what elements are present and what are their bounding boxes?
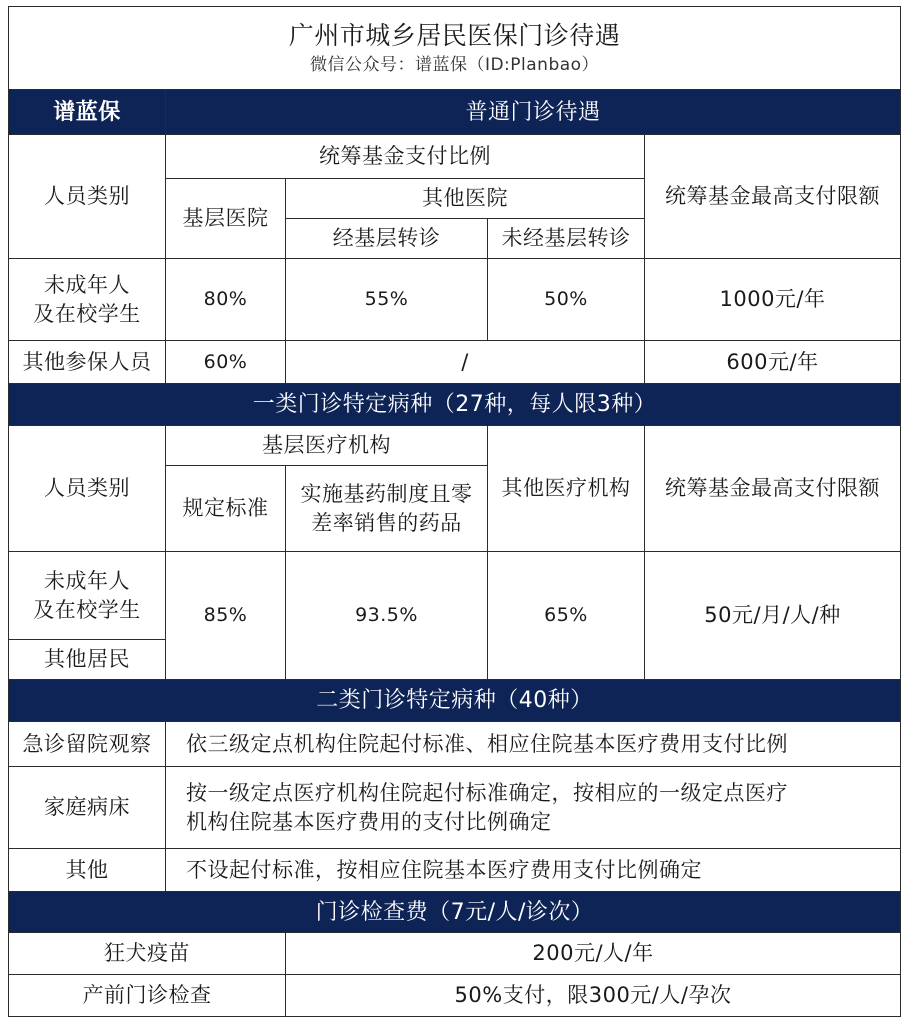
class1-section-title: 一类门诊特定病种（27种，每人限3种） [9, 384, 901, 426]
class1-section-row [9, 384, 901, 426]
general-not-referred-header: 未经基层转诊 [488, 219, 645, 259]
limit-value: 50元/月/人/种 [645, 552, 901, 680]
exam-section-title: 门诊检查费（7元/人/诊次） [9, 892, 901, 933]
class1-person-type-header: 人员类别 [9, 426, 166, 552]
row-label: 家庭病床 [9, 767, 166, 849]
limit-value: 1000元/年 [645, 259, 901, 341]
row-text: 依三级定点机构住院起付标准、相应住院基本医疗费用支付比例 [166, 722, 901, 767]
title-row [9, 7, 901, 90]
row-label: 急诊留院观察 [9, 722, 166, 767]
page-subtitle: 微信公众号：谱蓝保（ID:Planbao） [309, 55, 600, 75]
row-label: 其他居民 [9, 640, 166, 680]
general-max-limit-header: 统筹基金最高支付限额 [645, 135, 901, 259]
class1-essential-drugs-header: 实施基药制度且零 差率销售的药品 [286, 466, 488, 552]
class2-section-title: 二类门诊特定病种（40种） [9, 680, 901, 722]
general-grassroots-header: 基层医院 [166, 179, 286, 259]
table-row [9, 552, 901, 640]
general-person-type-header: 人员类别 [9, 135, 166, 259]
general-referred-header: 经基层转诊 [286, 219, 488, 259]
brand-label: 谱蓝保 [9, 90, 166, 135]
row-label: 狂犬疫苗 [9, 933, 286, 975]
row-label: 未成年人 及在校学生 [9, 259, 166, 341]
exam-section-row [9, 892, 901, 933]
grassroots-value: 80% [166, 259, 286, 341]
class1-max-limit-header: 统筹基金最高支付限额 [645, 426, 901, 552]
class2-section-row [9, 680, 901, 722]
referred-value: 55% [286, 259, 488, 341]
class1-standard-header: 规定标准 [166, 466, 286, 552]
table-row [9, 722, 901, 767]
class1-grassroots-inst-header: 基层医疗机构 [166, 426, 488, 466]
table-row [9, 341, 901, 384]
benefits-table [8, 6, 901, 1017]
not-referred-value: 50% [488, 259, 645, 341]
other-hospital-value: / [286, 341, 645, 384]
table-row [9, 975, 901, 1017]
essential-drugs-value: 93.5% [286, 552, 488, 680]
table-row [9, 933, 901, 975]
general-other-hospital-header: 其他医院 [286, 179, 645, 219]
limit-value: 600元/年 [645, 341, 901, 384]
standard-value: 85% [166, 552, 286, 680]
row-label: 产前门诊检查 [9, 975, 286, 1017]
row-value: 200元/人/年 [286, 933, 901, 975]
row-text: 不设起付标准，按相应住院基本医疗费用支付比例确定 [166, 849, 901, 892]
row-text: 按一级定点医疗机构住院起付标准确定，按相应的一级定点医疗 机构住院基本医疗费用的支付比例确定 [166, 767, 901, 849]
general-section-title: 普通门诊待遇 [166, 90, 901, 135]
row-label: 其他 [9, 849, 166, 892]
other-inst-value: 65% [488, 552, 645, 680]
row-value: 50%支付，限300元/人/孕次 [286, 975, 901, 1017]
row-label: 未成年人 及在校学生 [9, 552, 166, 640]
class1-header-row-1 [9, 426, 901, 466]
page-title: 广州市城乡居民医保门诊待遇 [288, 21, 621, 50]
grassroots-value: 60% [166, 341, 286, 384]
row-label: 其他参保人员 [9, 341, 166, 384]
general-ratio-header: 统筹基金支付比例 [166, 135, 645, 179]
general-section-row [9, 90, 901, 135]
table-row [9, 849, 901, 892]
table-row [9, 767, 901, 849]
table-row [9, 259, 901, 341]
title-cell [9, 7, 901, 90]
general-header-row-1 [9, 135, 901, 179]
class1-other-inst-header: 其他医疗机构 [488, 426, 645, 552]
